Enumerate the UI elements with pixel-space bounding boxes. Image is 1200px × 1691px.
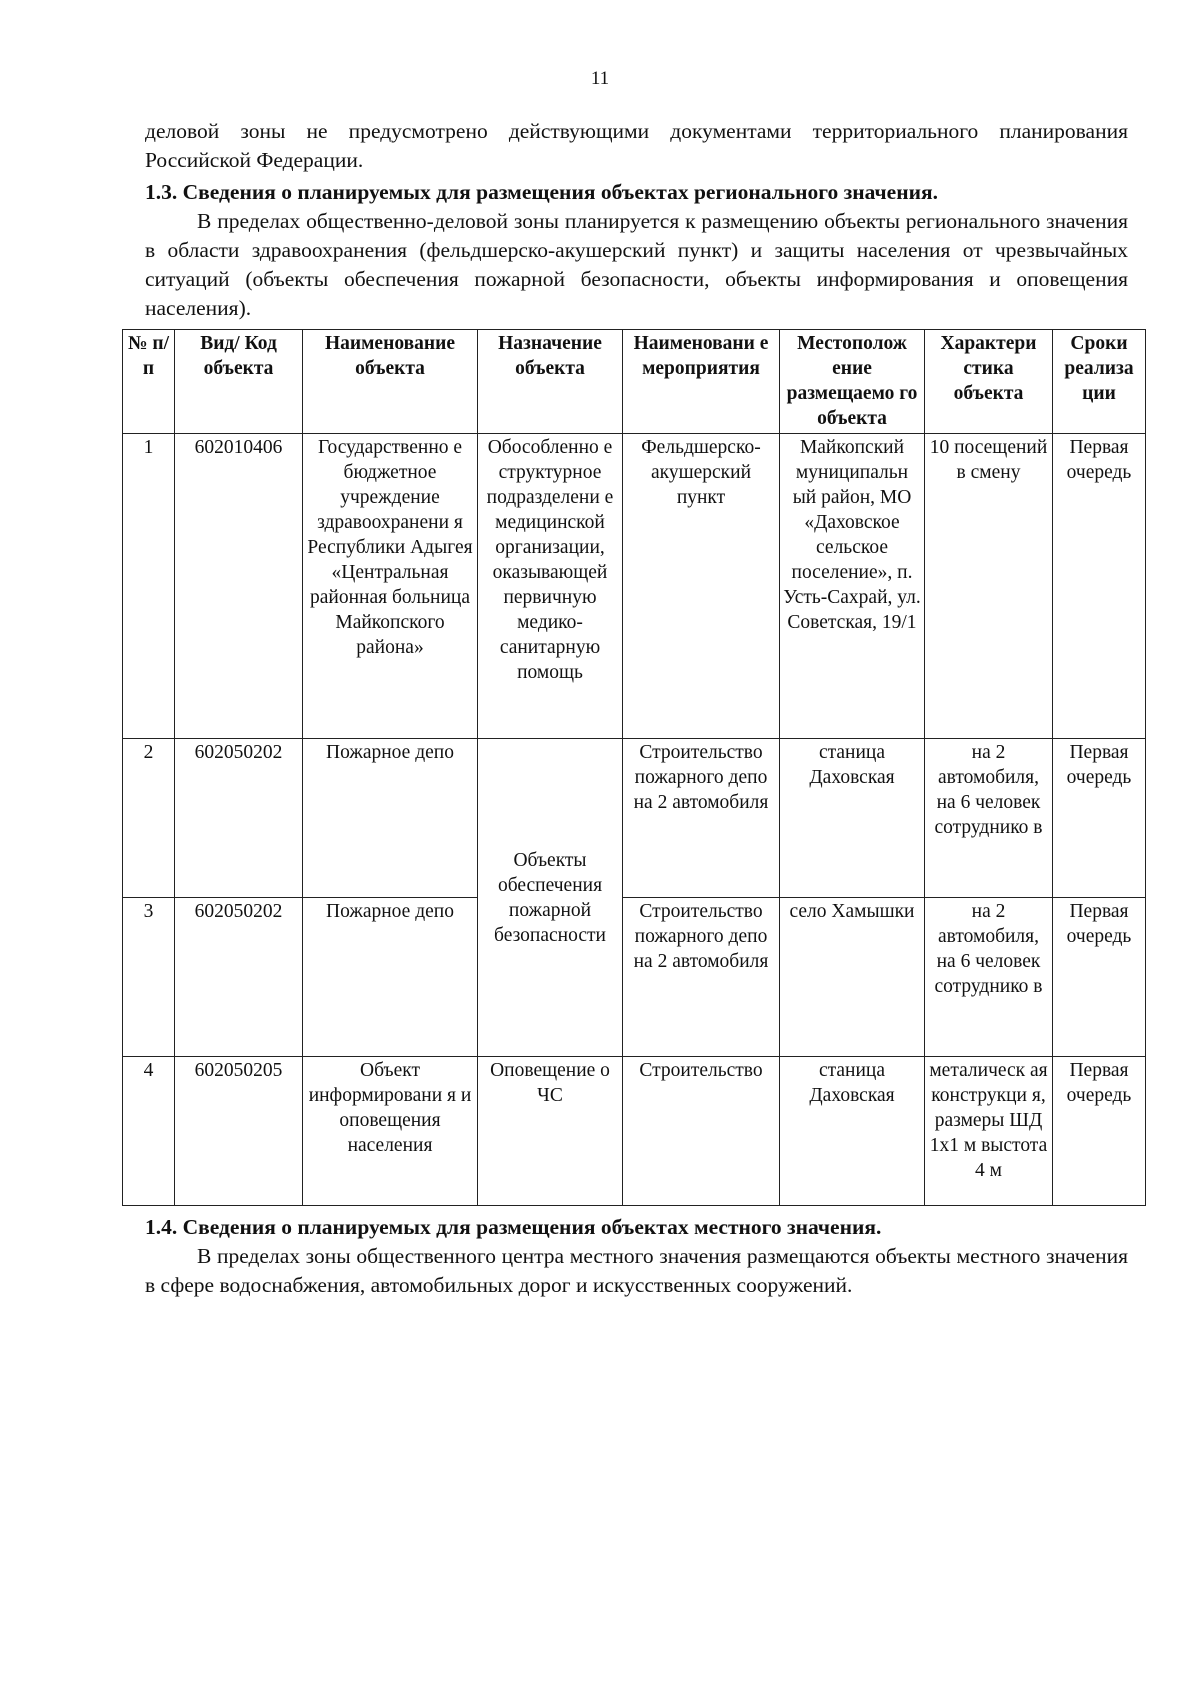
column-header-name: Наименование объекта xyxy=(303,330,478,434)
table-row xyxy=(123,434,1146,739)
cell-purpose-merged: Объекты обеспечения пожарной безопасности xyxy=(478,739,623,1057)
cell-number: 4 xyxy=(123,1057,175,1206)
cell-code: 602050202 xyxy=(175,739,303,898)
cell-name: Объект информировани я и оповещения населения xyxy=(303,1057,478,1206)
cell-term: Первая очередь xyxy=(1053,898,1146,1057)
cell-characteristic: на 2 автомобиля, на 6 человек сотруднико в xyxy=(925,739,1053,898)
cell-measure: Строительство пожарного депо на 2 автомобиля xyxy=(623,739,780,898)
table-header-row xyxy=(123,330,1146,434)
column-header-purpose: Назначение объекта xyxy=(478,330,623,434)
cell-location: село Хамышки xyxy=(780,898,925,1057)
cell-measure: Строительство xyxy=(623,1057,780,1206)
heading-1-4: 1.4. Сведения о планируемых для размещения объектах местного значения. xyxy=(145,1215,882,1239)
cell-number: 3 xyxy=(123,898,175,1057)
cell-characteristic: 10 посещений в смену xyxy=(925,434,1053,739)
paragraph-local-objects: В пределах зоны общественного центра местного значения размещаются объекты местного значения в сфере водоснабжения, автомобильных дорог и искусственных сооружений. xyxy=(145,1244,1128,1297)
column-header-term: Сроки реализа ции xyxy=(1053,330,1146,434)
cell-name: Пожарное депо xyxy=(303,739,478,898)
paragraph-intro: деловой зоны не предусмотрено действующими документами территориального планирования Российской Федерации. xyxy=(145,119,1128,172)
cell-term: Первая очередь xyxy=(1053,1057,1146,1206)
cell-name: Государственно е бюджетное учреждение здравоохранени я Республики Адыгея «Центральная районная больница Майкопского района» xyxy=(303,434,478,739)
table-row xyxy=(123,739,1146,898)
column-header-characteristic: Характери стика объекта xyxy=(925,330,1053,434)
table-row xyxy=(123,898,1146,1057)
column-header-measure: Наименовани е мероприятия xyxy=(623,330,780,434)
cell-location: станица Даховская xyxy=(780,1057,925,1206)
cell-characteristic: на 2 автомобиля, на 6 человек сотруднико в xyxy=(925,898,1053,1057)
page-number: 11 xyxy=(590,68,610,89)
cell-purpose: Обособленно е структурное подразделени е медицинской организации, оказывающей первичную медико-санитарную помощь xyxy=(478,434,623,739)
cell-term: Первая очередь xyxy=(1053,739,1146,898)
cell-name: Пожарное депо xyxy=(303,898,478,1057)
cell-term: Первая очередь xyxy=(1053,434,1146,739)
planned-objects-table xyxy=(122,329,1146,1206)
cell-code: 602010406 xyxy=(175,434,303,739)
cell-location: Майкопский муниципальн ый район, МО «Даховское сельское поселение», п. Усть-Сахрай, ул. Советская, 19/1 xyxy=(780,434,925,739)
cell-code: 602050205 xyxy=(175,1057,303,1206)
table-row xyxy=(123,1057,1146,1206)
cell-location: станица Даховская xyxy=(780,739,925,898)
column-header-number: № п/п xyxy=(123,330,175,434)
column-header-location: Местополож ение размещаемо го объекта xyxy=(780,330,925,434)
cell-number: 2 xyxy=(123,739,175,898)
cell-code: 602050202 xyxy=(175,898,303,1057)
cell-number: 1 xyxy=(123,434,175,739)
column-header-code: Вид/ Код объекта xyxy=(175,330,303,434)
paragraph-regional-objects: В пределах общественно-деловой зоны планируется к размещению объекты регионального значения в области здравоохранения (фельдшерско-акушерский пункт) и защиты населения от чрезвычайных ситуаций (объекты обеспечения пожарной безопасности, объекты информирования и оповещения населения). xyxy=(145,209,1128,320)
heading-1-3: 1.3. Сведения о планируемых для размещения объектах регионального значения. xyxy=(145,180,938,204)
cell-purpose: Оповещение о ЧС xyxy=(478,1057,623,1206)
cell-measure: Строительство пожарного депо на 2 автомобиля xyxy=(623,898,780,1057)
cell-characteristic: металическ ая конструкци я, размеры ШД 1x1 м выстота 4 м xyxy=(925,1057,1053,1206)
cell-measure: Фельдшерско-акушерский пункт xyxy=(623,434,780,739)
